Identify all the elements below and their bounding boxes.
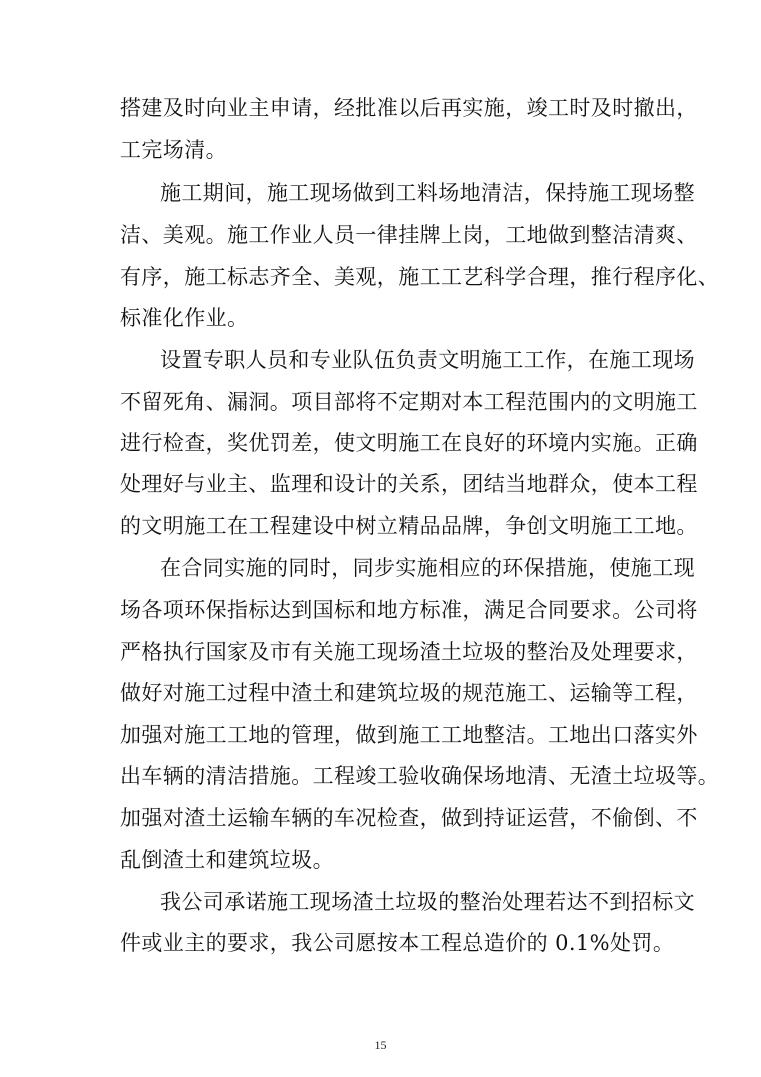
text-line: 的文明施工在工程建设中树立精品品牌，争创文明施工工地。: [120, 514, 698, 538]
text-line: 加强对渣土运输车辆的车况检查，做到持证运营，不偷倒、不: [120, 806, 698, 830]
text-line: 不留死角、漏洞。项目部将不定期对本工程范围内的文明施工: [120, 390, 698, 414]
paragraph-start-line: 我公司承诺施工现场渣土垃圾的整治处理若达不到招标文: [160, 890, 695, 914]
text-line: 做好对施工过程中渣土和建筑垃圾的规范施工、运输等工程，: [120, 681, 698, 705]
text-line: 加强对施工工地的管理，做到施工工地整洁。工地出口落实外: [120, 723, 698, 747]
paragraph-start-line: 设置专职人员和专业队伍负责文明施工工作，在施工现场: [160, 348, 695, 372]
page-number: 15: [374, 1038, 387, 1052]
text-line: 工完场清。: [120, 138, 227, 162]
paragraph-start-line: 施工期间，施工现场做到工料场地清洁，保持施工现场整: [160, 181, 695, 205]
text-line: 乱倒渣土和建筑垃圾。: [120, 848, 334, 872]
text-line: 标准化作业。: [120, 306, 249, 330]
text-line: 进行检查，奖优罚差，使文明施工在良好的环境内实施。正确: [120, 431, 698, 455]
text-line: 洁、美观。施工作业人员一律挂牌上岗，工地做到整洁清爽、: [120, 223, 698, 247]
text-line: 出车辆的清洁措施。工程竣工验收确保场地清、无渣土垃圾等。: [120, 764, 720, 788]
text-line: 场各项环保指标达到国标和地方标准，满足合同要求。公司将: [120, 598, 698, 622]
text-line: 件或业主的要求，我公司愿按本工程总造价的 0.1%处罚。: [120, 931, 675, 955]
text-line: 严格执行国家及市有关施工现场渣土垃圾的整治及处理要求，: [120, 640, 698, 664]
paragraph-start-line: 在合同实施的同时，同步实施相应的环保措施，使施工现: [160, 556, 695, 580]
text-line: 搭建及时向业主申请，经批准以后再实施，竣工时及时撤出，: [120, 96, 698, 120]
text-line: 有序，施工标志齐全、美观，施工工艺科学合理，推行程序化、: [120, 265, 720, 289]
text-line: 处理好与业主、监理和设计的关系，团结当地群众，使本工程: [120, 472, 698, 496]
